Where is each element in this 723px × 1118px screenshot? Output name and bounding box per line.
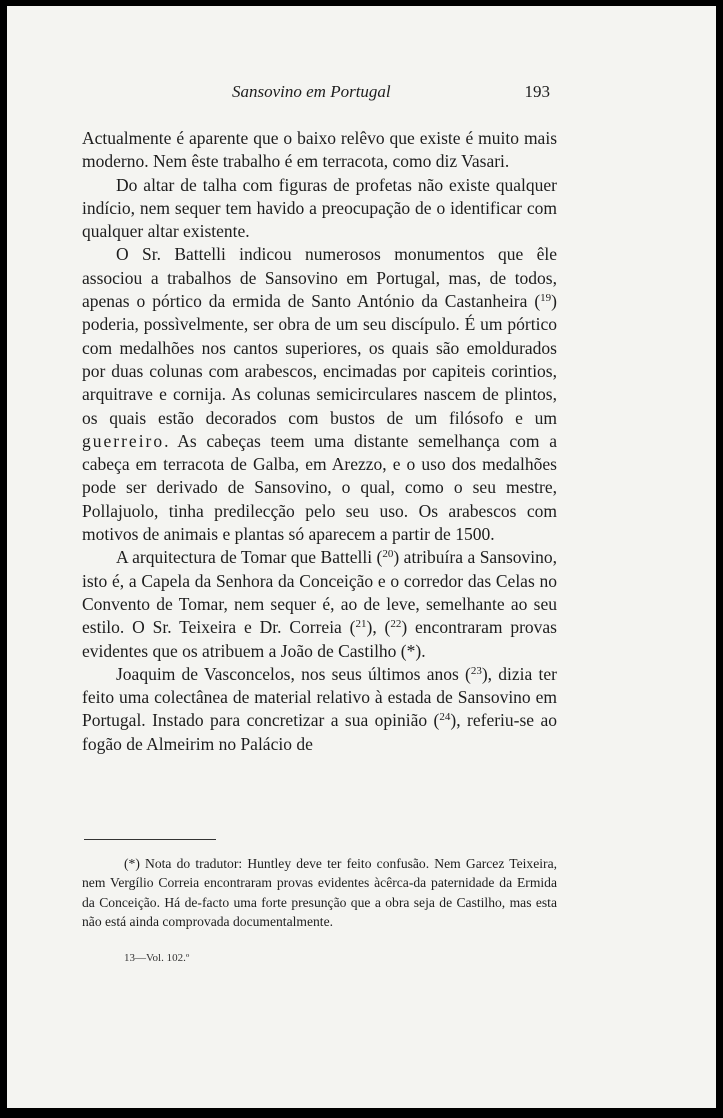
paragraph-3-text-b: ) poderia, possìvelmente, ser obra de um seu discípulo. É um pórtico com medalhões nos cantos superiores, os quais são emoldurados por duas colunas com arabescos, encimadas por capiteis corintios, arquitrave e cornija. As colunas semicirculares nascem de plintos, os quais estão decorados com bustos de um filósofo e um	[82, 291, 557, 428]
page-header	[7, 82, 716, 108]
footnote-ref-20: 20	[382, 548, 394, 561]
paragraph-4-text-a: A arquitectura de Tomar que Battelli (	[116, 547, 383, 568]
signature-mark: 13—Vol. 102.º	[124, 952, 190, 964]
translator-footnote: (*) Nota do tradutor: Huntley deve ter feito confusão. Nem Garcez Teixeira, nem Vergílio Correia encontraram provas evidentes àcêrca-da paternidade da Ermida da Conceição. Há de-facto uma forte presunção que a obra seja de Castilho, mas esta não está ainda comprovada documentalmente.	[82, 856, 557, 930]
paragraph-4-text-c: ), (	[366, 617, 391, 638]
paragraph-4-text-b: ) atribuíra a Sansovino, isto é, a Capela da Senhora da Conceição e o corredor das Celas no Convento de Tomar, nem sequer é, ao de leve, semelhante ao seu estilo. O Sr. Teixeira e Dr. Correia (	[82, 547, 557, 638]
paragraph-5-text-a: Joaquim de Vasconcelos, nos seus últimos anos (	[116, 663, 471, 684]
book-page	[7, 6, 716, 1108]
paragraph-5	[82, 663, 557, 756]
footnote-ref-22: 22	[390, 618, 402, 631]
footnote-ref-24: 24	[439, 711, 451, 724]
paragraph-3-text-a: O Sr. Battelli indicou numerosos monumentos que êle associou a trabalhos de Sansovino em Portugal, mas, de todos, apenas o pórtico da ermida de Santo António da Castanheira (	[82, 244, 557, 312]
paragraph-1: Actualmente é aparente que o baixo relêvo que existe é muito mais moderno. Nem êste trabalho é em terracota, como diz Vasari.	[82, 128, 557, 172]
footnote-ref-21: 21	[355, 618, 367, 631]
footnote-divider	[84, 839, 216, 840]
running-title: Sansovino em Portugal	[232, 82, 391, 101]
footnote-ref-23: 23	[470, 664, 482, 677]
paragraph-2: Do altar de talha com figuras de profetas não existe qualquer indício, nem sequer tem havido a preocupação de o identificar com qualquer altar existente.	[82, 174, 557, 242]
footnote-ref-19: 19	[540, 292, 552, 305]
paragraph-3-text-c: . As cabeças teem uma distante semelhança com a cabeça em terracota de Galba, em Arezzo, e o uso dos medalhões pode ser derivado de Sansovino, o qual, como o seu mestre, Pollajuolo, tinha predilecção pelo seu uso. Os arabescos com motivos de animais e plantas só aparecem a partir de 1500.	[82, 430, 557, 545]
emphasized-word: guerreiro	[82, 430, 165, 451]
paragraph-3	[82, 243, 557, 546]
paragraph-4-text-d: ) encontraram provas evidentes que os atribuem a João de Castilho (*).	[82, 617, 557, 661]
paragraph-4	[82, 546, 557, 662]
paragraph-5-text-b: ), dizia ter feito uma colectânea de material relativo à estada de Sansovino em Portugal. Instado para concretizar a sua opinião (	[82, 663, 557, 731]
paragraph-5-text-c: ), referiu-se ao fogão de Almeirim no Palácio de	[82, 710, 557, 754]
body-text	[82, 127, 557, 756]
page-number: 193	[524, 82, 550, 101]
